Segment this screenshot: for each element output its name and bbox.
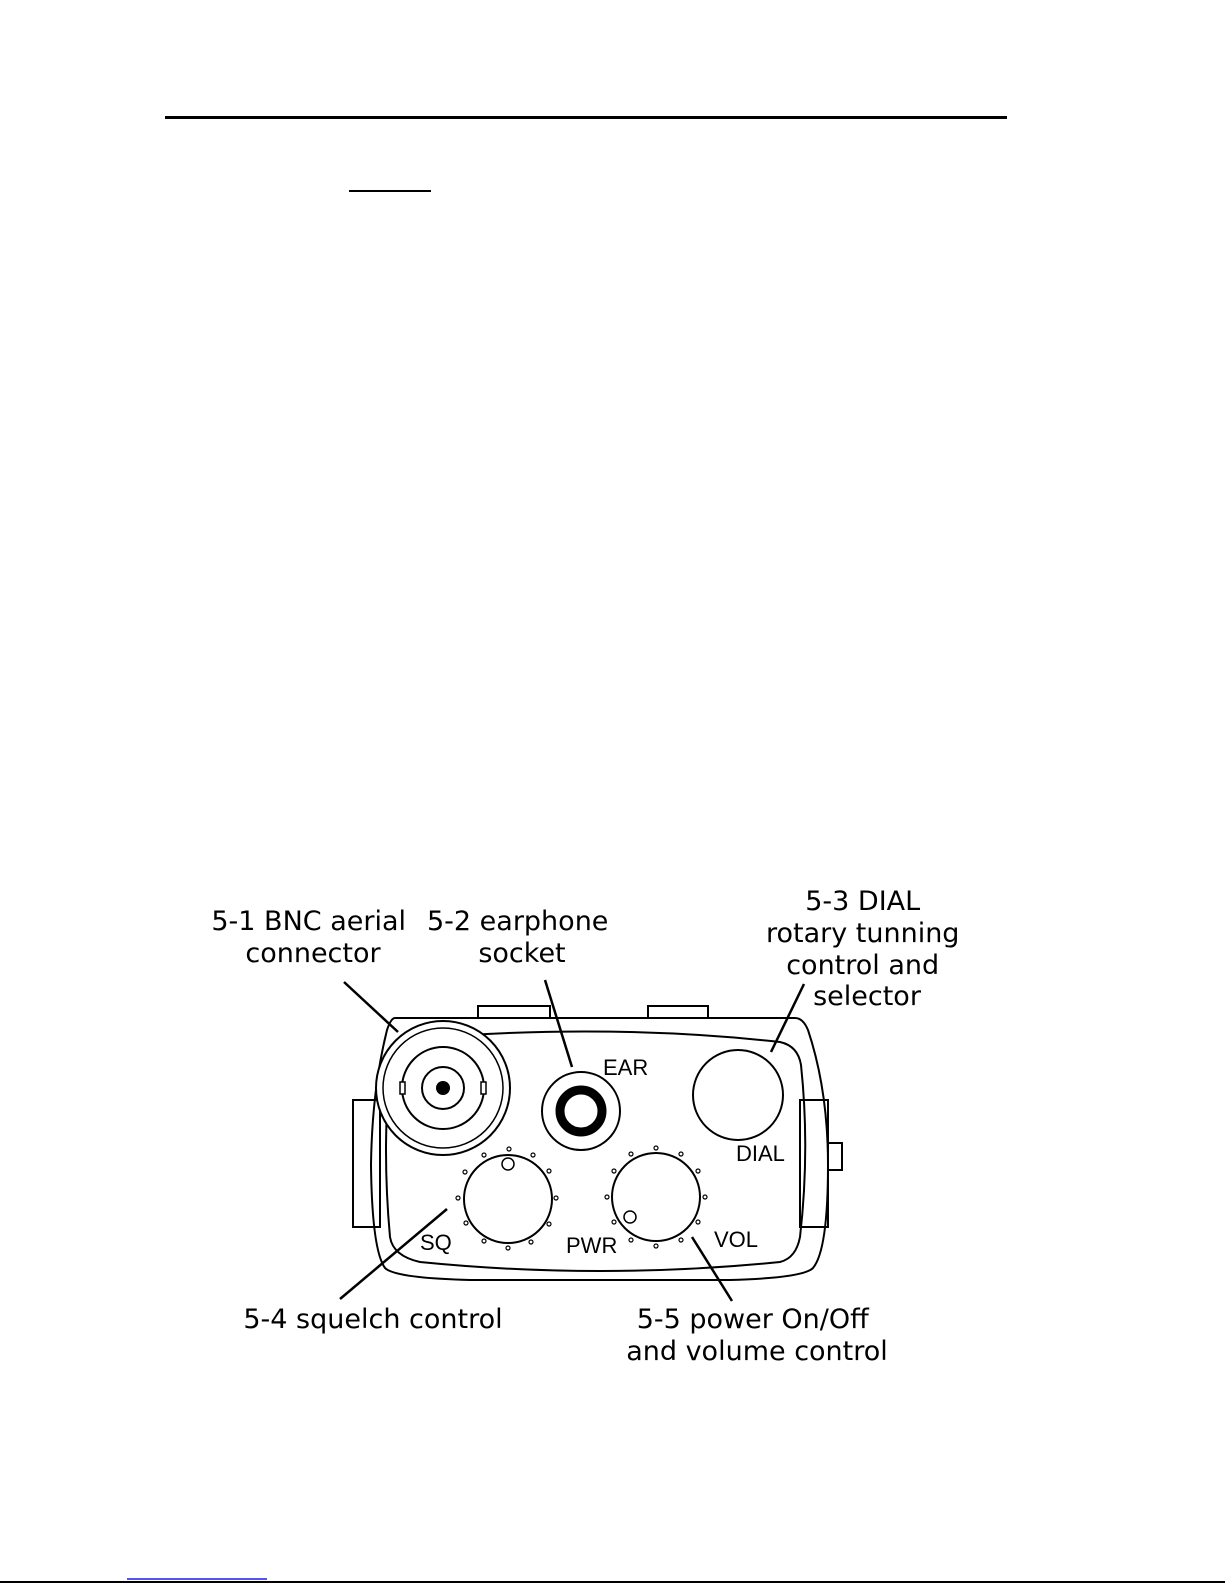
- callout-dial: 5-3 DIAL rotary tunning control and selector: [765, 886, 960, 1012]
- label-dial: DIAL: [736, 1141, 785, 1166]
- earphone-socket: [542, 1072, 620, 1150]
- callout-earphone: 5-2 earphone socket: [426, 906, 609, 969]
- callout-power-volume: 5-5 power On/Off and volume control: [626, 1304, 888, 1367]
- label-sq: SQ: [420, 1230, 452, 1255]
- label-ear: EAR: [603, 1055, 649, 1080]
- right-side-button: [828, 1143, 842, 1170]
- leader-line-ear: [545, 980, 572, 1067]
- callout-bnc: 5-1 BNC aerial connector: [211, 906, 407, 969]
- top-tab-right: [648, 1006, 708, 1018]
- squelch-knob: [464, 1155, 552, 1243]
- leader-line-bnc: [344, 982, 398, 1032]
- label-pwr: PWR: [566, 1233, 618, 1258]
- bnc-connector: [376, 1021, 510, 1155]
- label-vol: VOL: [714, 1227, 759, 1252]
- top-tab-left: [478, 1006, 550, 1018]
- volume-knob: [612, 1153, 700, 1241]
- left-side-clip: [353, 1100, 380, 1227]
- callout-squelch: 5-4 squelch control: [243, 1304, 503, 1335]
- dial-knob: [693, 1050, 783, 1140]
